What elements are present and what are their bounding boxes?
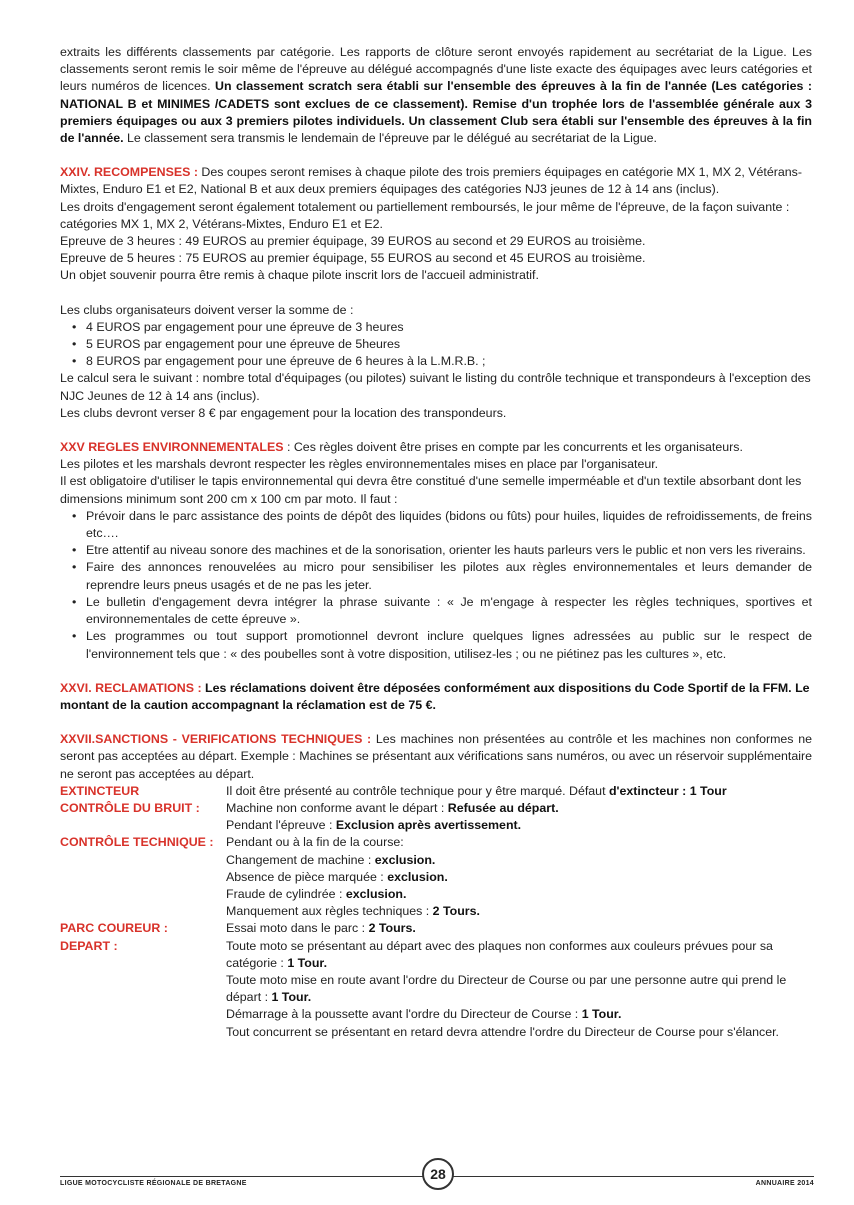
list-item: • Les programmes ou tout support promotionnel devront inclure quelques lignes adressées au public sur le respect de l'environnement tels que : « des poubelles sont à votre disposition, utilisez-les ; ou ne piétinez pas les cultures », etc. bbox=[86, 628, 812, 662]
footer-yearbook: ANNUAIRE 2014 bbox=[755, 1180, 814, 1187]
sanction-rule bbox=[226, 920, 812, 937]
env-heading: XXV REGLES ENVIRONNEMENTALES bbox=[60, 440, 284, 455]
list-item: • Etre attentif au niveau sonore des machines et de la sonorisation, orienter les hauts parleurs vers le public et non vers les riverains. bbox=[86, 542, 812, 559]
sanction-rule bbox=[226, 783, 812, 800]
sanction-label: DEPART : bbox=[60, 938, 118, 953]
sanction-label: EXTINCTEUR bbox=[60, 783, 140, 798]
sanction-rule bbox=[226, 869, 812, 886]
sanction-label bbox=[60, 852, 226, 869]
intro-paragraph bbox=[60, 44, 812, 147]
sanction-label bbox=[60, 972, 226, 1006]
recompenses-heading: XXIV. RECOMPENSES : bbox=[60, 165, 198, 180]
list-item: • 5 EUROS par engagement pour une épreuve de 5heures bbox=[86, 336, 812, 353]
recompenses-line: Des coupes seront remises à chaque pilote des trois premiers équipages en catégorie MX 1, MX 2, Vétérans-Mixtes, Enduro E1 et E2, National B et aux deux premiers équipages des catégories NJ3 jeunes de 12 à 14 ans (inclus). bbox=[60, 165, 802, 197]
sanction-label: CONTRÔLE TECHNIQUE : bbox=[60, 835, 214, 850]
reclam-text: Les réclamations doivent être déposées conformément aux dispositions du Code Sportif de la FFM. Le montant de la caution accompagnant la réclamation est de 75 €. bbox=[60, 680, 810, 712]
sanction-penalty: 2 Tours. bbox=[368, 921, 416, 936]
sanction-label: CONTRÔLE DU BRUIT : bbox=[60, 800, 200, 815]
sanction-rule bbox=[226, 972, 812, 1006]
recompenses-line: Epreuve de 5 heures : 75 EUROS au premier équipage, 55 EUROS au second et 45 EUROS au troisième. bbox=[60, 251, 646, 266]
env-line: Les pilotes et les marshals devront respecter les règles environnementales mises en place par l'organisateur. bbox=[60, 457, 659, 472]
footer-org: LIGUE MOTOCYCLISTE RÉGIONALE DE BRETAGNE bbox=[60, 1180, 247, 1187]
list-item: • 8 EUROS par engagement pour une épreuve de 6 heures à la L.M.R.B. ; bbox=[86, 353, 812, 370]
sanction-penalty: exclusion. bbox=[345, 886, 407, 901]
recompenses-line: Un objet souvenir pourra être remis à chaque pilote inscrit lors de l'accueil administratif. bbox=[60, 268, 539, 283]
sanction-label bbox=[60, 903, 226, 920]
sanctions-heading: XXVII.SANCTIONS - VERIFICATIONS TECHNIQUES : bbox=[60, 732, 372, 747]
sanction-label bbox=[60, 1006, 226, 1023]
list-item: • Faire des annonces renouvelées au micro pour sensibiliser les pilotes aux règles environnementales et leurs demander de reprendre leurs pneus usagés et de ne pas les jeter. bbox=[86, 559, 812, 593]
env-list bbox=[60, 508, 812, 663]
sanction-rule-text: Il doit être présenté au contrôle technique pour y être marqué. Défaut bbox=[226, 783, 609, 798]
recompenses-paragraph bbox=[60, 164, 812, 198]
calc-text: Le calcul sera le suivant : nombre total d'équipages (ou pilotes) suivant le listing du contrôle technique et transpondeurs à l'exception des NJC Jeunes de 12 à 14 ans (inclus). bbox=[60, 371, 811, 403]
sanction-rule-text: Tout concurrent se présentant en retard devra attendre l'ordre du Directeur de Course pour s'élancer. bbox=[226, 1024, 779, 1039]
intro-bold-text: Un classement scratch sera établi sur l'ensemble des épreuves à la fin de l'année (Les catégories : NATIONAL B et MINIMES /CADETS sont exclues de ce classement). Remise d'un trophée lors de l'assemblée générale aux 3 premiers équipages ou aux 3 premiers pilotes individuels. Un classement Club sera établi sur l'ensemble des épreuves à la fin de l'année. bbox=[60, 79, 812, 146]
list-item: • Prévoir dans le parc assistance des points de dépôt des liquides (bidons ou fûts) pour huiles, liquides de refroidissements, de freins etc…. bbox=[86, 508, 812, 542]
list-item: • Le bulletin d'engagement devra intégrer la phrase suivante : « Je m'engage à respecter les règles techniques, sportives et environnementales de cette épreuve ». bbox=[86, 594, 812, 628]
sanction-rule bbox=[226, 834, 812, 851]
sanction-label bbox=[60, 886, 226, 903]
sanction-rule bbox=[226, 886, 812, 903]
sanction-rule bbox=[226, 938, 812, 972]
env-line: Il est obligatoire d'utiliser le tapis environnemental qui devra être constitué d'une semelle imperméable et d'un textile absorbant dont les dimensions minimum sont 200 cm x 100 cm par moto. Il faut : bbox=[60, 474, 802, 506]
sanction-rule-text: Pendant l'épreuve : bbox=[226, 818, 336, 833]
sanction-rule-text: Toute moto mise en route avant l'ordre du Directeur de Course ou par une personne autre qui prend le départ : bbox=[226, 972, 787, 1005]
intro-text: extraits les différents classements par catégorie. Les rapports de clôture seront envoyés rapidement au secrétariat de la Ligue. Les classements seront remis le soir même de l'épreuve au délégué accompagnés d'une liste exacte des équipages avec leurs catégories et leurs numéros de licences. bbox=[60, 45, 812, 94]
sanction-penalty: 1 Tour. bbox=[581, 1007, 622, 1022]
recompenses-line: Les droits d'engagement seront également totalement ou partiellement remboursés, le jour même de l'épreuve, de la façon suivante : catégories MX 1, MX 2, Vétérans-Mixtes, Enduro E1 et E2. bbox=[60, 199, 790, 231]
sanction-rule bbox=[226, 800, 812, 817]
sanction-rule bbox=[226, 1006, 812, 1023]
env-paragraph bbox=[60, 439, 812, 456]
sanction-label bbox=[60, 869, 226, 886]
sanctions-table bbox=[60, 783, 812, 1041]
sanction-rule-text: Démarrage à la poussette avant l'ordre du Directeur de Course : bbox=[226, 1007, 582, 1022]
clubs-list bbox=[60, 319, 812, 371]
page-footer bbox=[60, 1158, 814, 1198]
sanction-rule-text: Absence de pièce marquée : bbox=[226, 869, 388, 884]
sanction-rule-text: Pendant ou à la fin de la course: bbox=[226, 835, 404, 850]
sanction-rule bbox=[226, 817, 812, 834]
sanctions-paragraph bbox=[60, 731, 812, 783]
reclam-heading: XXVI. RECLAMATIONS : bbox=[60, 680, 202, 695]
sanction-penalty: exclusion. bbox=[387, 869, 448, 884]
sanction-rule bbox=[226, 903, 812, 920]
sanction-label bbox=[60, 1024, 226, 1041]
sanctions-intro: Les machines non présentées au contrôle et les machines non conformes ne seront pas acceptées au départ. Exemple : Machines se présentant aux vérifications sans numéros, ou avec un réservoir supplémentaire ne seront pas acceptées au départ. bbox=[60, 732, 812, 781]
intro-text-end: Le classement sera transmis le lendemain de l'épreuve par le délégué au secrétariat de la Ligue. bbox=[123, 131, 657, 146]
sanction-rule-text: Machine non conforme avant le départ : bbox=[226, 800, 448, 815]
recompenses-line: Epreuve de 3 heures : 49 EUROS au premier équipage, 39 EUROS au second et 29 EUROS au troisième. bbox=[60, 234, 646, 249]
page-number: 28 bbox=[422, 1158, 454, 1190]
sanction-penalty: 1 Tour. bbox=[287, 955, 328, 970]
clubs-intro: Les clubs organisateurs doivent verser la somme de : bbox=[60, 302, 354, 317]
env-intro: : Ces règles doivent être prises en compte par les concurrents et les organisateurs. bbox=[283, 440, 743, 455]
sanction-penalty: 2 Tours. bbox=[432, 904, 480, 919]
page-content bbox=[60, 44, 812, 1041]
sanction-rule bbox=[226, 852, 812, 869]
sanction-rule bbox=[226, 1024, 812, 1041]
sanction-penalty: 1 Tour. bbox=[271, 990, 312, 1005]
sanction-penalty: Refusée au départ. bbox=[447, 800, 559, 815]
sanction-rule-text: Fraude de cylindrée : bbox=[226, 886, 346, 901]
sanction-label bbox=[60, 817, 226, 834]
sanction-penalty: Exclusion après avertissement. bbox=[335, 818, 522, 833]
list-item: • 4 EUROS par engagement pour une épreuve de 3 heures bbox=[86, 319, 812, 336]
sanction-rule-text: Manquement aux règles techniques : bbox=[226, 904, 433, 919]
sanction-label: PARC COUREUR : bbox=[60, 921, 168, 936]
reclam-paragraph bbox=[60, 680, 812, 714]
sanction-rule-text: Changement de machine : bbox=[226, 852, 375, 867]
sanction-rule-text: Essai moto dans le parc : bbox=[226, 921, 369, 936]
transpondeurs-text: Les clubs devront verser 8 € par engagement pour la location des transpondeurs. bbox=[60, 405, 507, 420]
sanction-penalty: exclusion. bbox=[374, 852, 436, 867]
sanction-rule-text: Toute moto se présentant au départ avec des plaques non conformes aux couleurs prévues pour sa catégorie : bbox=[226, 938, 773, 970]
sanction-penalty: d'extincteur : 1 Tour bbox=[608, 783, 727, 798]
